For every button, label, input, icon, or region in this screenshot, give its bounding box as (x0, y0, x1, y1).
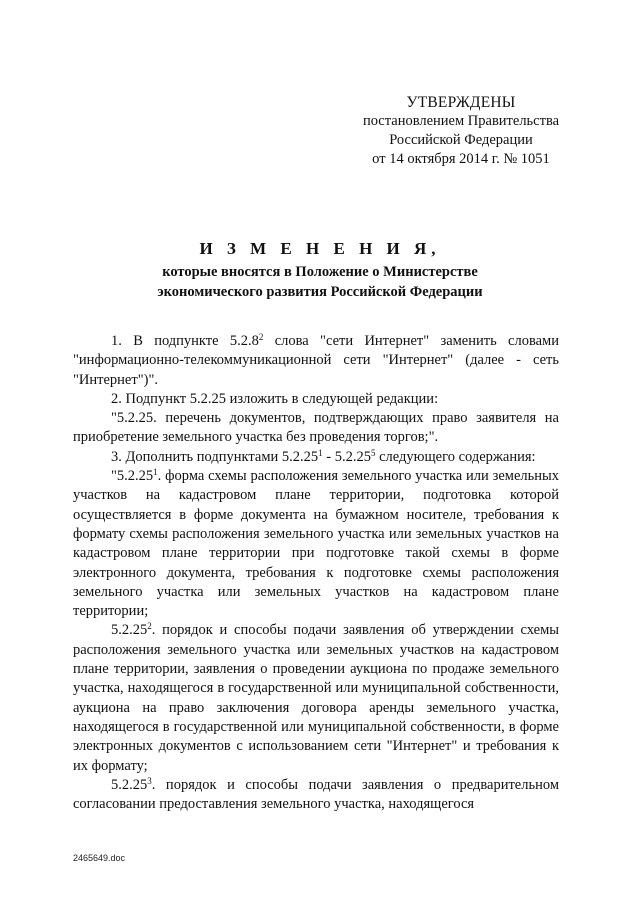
paragraph-6: 5.2.25$^2$. порядок и способы подачи заявления об утверждении схемы расположения земельного участка или земельных участков на кадастровом плане территории, заявления о проведении аукциона по продаже земельного участка, находящегося в государственной или муниципальной собственности, аукциона на право заключения договора аренды земельного участка, находящегося в государственной или муниципальной собственности, в форме электронных документов с использованием сети "Интернет" и требования к их формату; (73, 621, 559, 774)
approval-line: постановлением Правительства (362, 113, 560, 129)
document-body (73, 332, 559, 814)
approval-line: Российской Федерации (389, 132, 533, 148)
heading-subtitle: которые вносятся в Положение о Министерстве (162, 264, 478, 280)
document-heading (60, 239, 580, 302)
paragraph-7: 5.2.25$^3$. порядок и способы подачи заявления о предварительном согласовании предоставления земельного участка, находящегося (73, 775, 559, 813)
paragraph-2: 2. Подпункт 5.2.25 изложить в следующей редакции: (111, 390, 439, 407)
paragraph-5: "5.2.25$^1$. форма схемы расположения земельного участка или земельных участков на кадастровом плане территории, подготовка которой осуществляется в форме документа на бумажном носителе, требования к формату схемы расположения земельного участка или земельных участков на кадастровом плане территории при подготовке такой схемы в форме электронного документа, требования к подготовке схемы расположения земельного участка или земельных участков на кадастровом плане территории; (73, 467, 559, 620)
heading-subtitle: экономического развития Российской Федерации (157, 284, 483, 300)
paragraph-4: 3. Дополнить подпунктами 5.2.25$^1$ - 5.2.25$^5$ следующего содержания: (111, 447, 536, 465)
paragraph-1: 1. В подпункте 5.2.8$^2$ слова "сети Интернет" заменить словами "информационно-телекоммуникационной сети "Интернет" (далее - сеть "Интернет")". (73, 332, 559, 388)
approval-date-number: от 14 октября 2014 г. № 1051 (372, 151, 550, 167)
paragraph-3: "5.2.25. перечень документов, подтверждающих право заявителя на приобретение земельного участка без проведения торгов;". (73, 410, 559, 446)
heading-title: И З М Е Н Е Н И Я, (199, 239, 441, 258)
approval-head: УТВЕРЖДЕНЫ (406, 94, 516, 111)
file-name-footer: 2465649.doc (73, 853, 126, 863)
approval-block (330, 93, 592, 169)
